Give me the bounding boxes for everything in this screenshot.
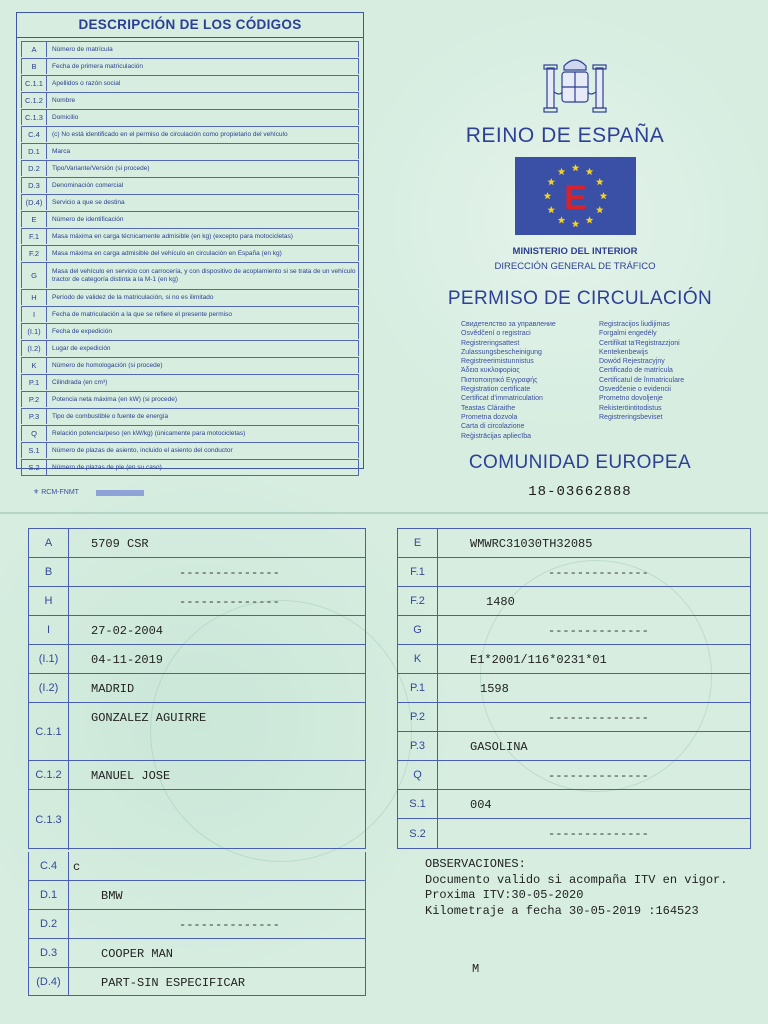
data-row: [29, 939, 365, 968]
codes-table-body: [21, 41, 359, 472]
field-code: D.2: [29, 910, 69, 938]
eu-star-icon: [596, 178, 604, 185]
field-code: P.1: [398, 674, 438, 702]
vehicle-data-right: [397, 528, 751, 849]
code-key: F.1: [22, 229, 47, 244]
serial-number: 18-03662888: [528, 484, 632, 500]
field-code: K: [398, 645, 438, 673]
observations-label: OBSERVACIONES:: [425, 857, 526, 871]
data-row: [398, 819, 750, 848]
code-key: F.2: [22, 246, 47, 261]
code-description: Denominación comercial: [52, 181, 124, 189]
field-code: P.3: [398, 732, 438, 760]
field-value: 1598: [480, 682, 509, 696]
vehicle-data-left-lower: [28, 852, 366, 996]
code-key: D.1: [22, 144, 47, 159]
code-key: (D.4): [22, 195, 47, 210]
observations-line: Proxima ITV:30-05-2020: [425, 888, 584, 902]
code-description: Cilindrada (en cm³): [52, 378, 108, 386]
codes-table: [16, 12, 364, 472]
data-row: [29, 616, 365, 645]
language-label: Zulassungsbescheinigung: [461, 348, 542, 356]
field-code: D.3: [29, 939, 69, 967]
data-row: [398, 645, 750, 674]
code-key: D.3: [22, 178, 47, 193]
field-value: GASOLINA: [470, 740, 528, 754]
code-description: Masa del vehículo en servicio con carrocería, y con dispositivo de acoplamiento si se trata de un vehículo tractor de categoría distinta a la M-1 (en kg): [52, 267, 356, 283]
eu-star-icon: [600, 192, 608, 199]
code-description: Lugar de expedición: [52, 344, 111, 352]
field-code: A: [29, 529, 69, 557]
code-description: Fecha de primera matriculación: [52, 62, 144, 70]
language-label: Carta di circolazione: [461, 423, 525, 431]
code-description: Número de matrícula: [52, 45, 113, 53]
code-description: Fecha de matriculación a la que se refiere el presente permiso: [52, 310, 232, 318]
field-value: --------------: [548, 711, 649, 725]
codes-table-row: [21, 75, 359, 91]
observations-line: Kilometraje a fecha 30-05-2019 :164523: [425, 903, 699, 918]
field-value: --------------: [548, 769, 649, 783]
data-row: [29, 881, 365, 910]
code-key: E: [22, 212, 47, 227]
language-list-right: [599, 320, 684, 422]
language-label: Πιστοποιητικό Εγγραφής: [461, 376, 538, 384]
code-key: P.2: [22, 392, 47, 407]
field-value: WMWRC31030TH32085: [470, 537, 593, 551]
language-label: Prometna dozvola: [461, 413, 518, 421]
code-key: B: [22, 59, 47, 74]
eu-flag: [515, 157, 636, 235]
field-value: c: [73, 860, 81, 874]
field-value: BMW: [101, 889, 123, 903]
code-description: Número de plazas de asiento, incluido el asiento del conductor: [52, 446, 233, 454]
language-label: Свидетелство за управление: [461, 321, 556, 328]
data-row: [398, 674, 750, 703]
data-row: [29, 529, 365, 558]
code-description: Tipo/Variante/Versión (si procede): [52, 164, 150, 172]
code-description: (c) No está identificado en el permiso de circulación como propietario del vehículo: [52, 130, 288, 138]
data-row: [29, 558, 365, 587]
data-row: [29, 910, 365, 939]
eu-star-icon: [572, 164, 580, 171]
code-description: Número de identificación: [52, 215, 124, 223]
data-row: [398, 587, 750, 616]
codes-table-row: [21, 323, 359, 339]
field-value: --------------: [179, 595, 280, 609]
language-label: Reģistrācijas apliecība: [461, 432, 532, 440]
codes-table-row: [21, 160, 359, 176]
eu-star-icon: [558, 216, 566, 223]
code-description: Servicio a que se destina: [52, 198, 125, 206]
eu-star-icon: [558, 168, 566, 175]
language-label: Osvědčení o registraci: [461, 330, 531, 338]
language-label: Registreringsbeviset: [599, 413, 663, 421]
code-key: C.1.3: [22, 110, 47, 125]
eu-star-icon: [586, 216, 594, 223]
field-value: MANUEL JOSE: [91, 769, 171, 783]
codes-table-title: DESCRIPCIÓN DE LOS CÓDIGOS: [17, 13, 363, 38]
codes-table-row: [21, 262, 359, 288]
language-label: Registration certificate: [461, 386, 531, 394]
codes-table-row: [21, 228, 359, 244]
code-key: C.4: [22, 127, 47, 142]
field-code: F.1: [398, 558, 438, 586]
rcm-label: ⚜ RCM-FNMT: [33, 489, 79, 496]
field-value: --------------: [179, 566, 280, 580]
community-title: COMUNIDAD EUROPEA: [468, 452, 692, 473]
code-description: Apellidos o razón social: [52, 79, 121, 87]
language-label: Άδεια κυκλοφορίας: [461, 367, 520, 375]
code-key: Q: [22, 426, 47, 441]
code-key: G: [22, 263, 47, 288]
code-description: Masa máxima en carga admisible del vehículo en circulación en España (en kg): [52, 249, 282, 257]
dgt-label: DIRECCIÓN GENERAL DE TRÁFICO: [494, 261, 656, 272]
language-label: Dowód Rejestracyjny: [599, 358, 665, 366]
field-value: 004: [470, 798, 492, 812]
field-code: D.1: [29, 881, 69, 909]
field-value: E1*2001/116*0231*01: [470, 653, 607, 667]
code-description: Nombre: [52, 96, 76, 104]
language-list-left: [461, 320, 556, 441]
code-key: C.1.1: [22, 76, 47, 91]
codes-table-row: [21, 58, 359, 74]
language-label: Forgalmi engedély: [599, 330, 657, 338]
codes-table-row: [21, 245, 359, 261]
data-row: [398, 558, 750, 587]
eu-star-icon: [547, 206, 555, 213]
field-code: I: [29, 616, 69, 644]
code-key: H: [22, 290, 47, 305]
data-row: [398, 703, 750, 732]
language-label: Certifikat ta'Registrazzjoni: [599, 339, 680, 347]
field-code: S.1: [398, 790, 438, 818]
codes-table-row: [21, 211, 359, 227]
code-description: Período de validez de la matriculación, si no es ilimitado: [52, 293, 214, 301]
data-row: [29, 790, 365, 850]
codes-table-row: [21, 374, 359, 390]
data-row: [398, 529, 750, 558]
data-row: [398, 732, 750, 761]
coat-of-arms-icon: [540, 52, 610, 120]
data-row: [29, 703, 365, 761]
codes-table-row: [21, 408, 359, 424]
field-code: (I.2): [29, 674, 69, 702]
language-label: Rekisteröintitodistus: [599, 404, 662, 412]
data-row: [29, 852, 365, 881]
language-label: Prometno dovoljenje: [599, 395, 663, 403]
field-code: (I.1): [29, 645, 69, 673]
code-description: Número de homologación (si procede): [52, 361, 163, 369]
field-value: 1480: [486, 595, 515, 609]
code-description: Fecha de expedición: [52, 327, 112, 335]
mark-letter: M: [472, 962, 480, 976]
codes-table-row: [21, 92, 359, 108]
field-value: 27-02-2004: [91, 624, 164, 638]
codes-table-row: [21, 340, 359, 356]
field-code: Q: [398, 761, 438, 789]
field-code: B: [29, 558, 69, 586]
field-code: G: [398, 616, 438, 644]
eu-star-icon: [596, 206, 604, 213]
codes-table-row: [21, 442, 359, 458]
eu-star-icon: [544, 192, 552, 199]
vehicle-data-left: [28, 528, 366, 849]
code-key: P.1: [22, 375, 47, 390]
field-code: H: [29, 587, 69, 615]
field-value: --------------: [548, 624, 649, 638]
code-key: D.2: [22, 161, 47, 176]
code-description: Domicilio: [52, 113, 79, 121]
observations: [425, 857, 727, 919]
data-row: [29, 761, 365, 790]
codes-table-row: [21, 391, 359, 407]
code-key: (I.2): [22, 341, 47, 356]
code-key: (I.1): [22, 324, 47, 339]
codes-table-row: [21, 357, 359, 373]
rcm-text: RCM-FNMT: [41, 489, 79, 496]
field-value: --------------: [548, 827, 649, 841]
language-label: Certificat d'immatriculation: [461, 395, 543, 403]
flag-letter: E: [564, 179, 587, 217]
code-key: A: [22, 42, 47, 57]
language-label: Registreerimistunnistus: [461, 358, 534, 366]
observations-line: Documento valido si acompaña ITV en vigor.: [425, 872, 728, 887]
codes-table-row: [21, 126, 359, 142]
codes-table-row: [21, 143, 359, 159]
field-code: C.1.3: [29, 790, 69, 850]
eu-star-icon: [572, 220, 580, 227]
rcm-barcode: [96, 490, 144, 496]
codes-table-row: [21, 306, 359, 322]
codes-table-row: [21, 41, 359, 57]
data-row: [398, 761, 750, 790]
ministry-label: MINISTERIO DEL INTERIOR: [512, 246, 638, 257]
eu-stars-icon: [515, 157, 636, 235]
field-value: 5709 CSR: [91, 537, 149, 551]
code-description: Marca: [52, 147, 71, 155]
code-description: Número de plazas de pie (en su caso): [52, 463, 162, 471]
field-value: COOPER MAN: [101, 947, 174, 961]
field-code: E: [398, 529, 438, 557]
code-key: P.3: [22, 409, 47, 424]
language-label: Certificado de matrícula: [599, 367, 673, 375]
code-description: Tipo de combustible o fuente de energía: [52, 412, 169, 420]
code-key: C.1.2: [22, 93, 47, 108]
language-label: Osvedčenie o evidencii: [599, 386, 671, 394]
code-description: Potencia neta máxima (en kW) (si procede): [52, 395, 177, 403]
code-key: S.2: [22, 460, 47, 475]
data-row: [29, 674, 365, 703]
codes-table-row: [21, 459, 359, 476]
field-code: C.1.1: [29, 703, 69, 760]
data-row: [398, 790, 750, 819]
language-label: Certificatul de înmatriculare: [599, 376, 685, 384]
field-value: PART-SIN ESPECIFICAR: [101, 976, 246, 990]
field-code: P.2: [398, 703, 438, 731]
codes-table-row: [21, 289, 359, 305]
field-value: --------------: [179, 918, 280, 932]
code-key: K: [22, 358, 47, 373]
language-label: Registracijos liudijimas: [599, 321, 670, 328]
code-key: I: [22, 307, 47, 322]
field-value: --------------: [548, 566, 649, 580]
data-row: [29, 968, 365, 996]
permit-title: PERMISO DE CIRCULACIÓN: [447, 288, 713, 309]
field-code: C.4: [29, 852, 69, 880]
data-row: [29, 645, 365, 674]
field-value: GONZALEZ AGUIRRE: [91, 711, 207, 725]
field-value: 04-11-2019: [91, 653, 164, 667]
data-row: [29, 587, 365, 616]
language-label: Teastas Cláraithe: [461, 404, 516, 412]
code-description: Relación potencia/peso (en kW/kg) (únicamente para motocicletas): [52, 429, 246, 437]
codes-table-row: [21, 109, 359, 125]
field-code: S.2: [398, 819, 438, 848]
codes-table-row: [21, 194, 359, 210]
code-key: S.1: [22, 443, 47, 458]
language-label: Registreringsattest: [461, 339, 520, 347]
data-row: [398, 616, 750, 645]
eu-star-icon: [586, 168, 594, 175]
kingdom-title: REINO DE ESPAÑA: [465, 124, 665, 147]
field-value: MADRID: [91, 682, 135, 696]
code-description: Masa máxima en carga técnicamente admisible (en kg) (excepto para motocicletas): [52, 232, 293, 240]
field-code: F.2: [398, 587, 438, 615]
eu-star-icon: [547, 178, 555, 185]
fold-line: [0, 512, 768, 514]
codes-table-row: [21, 177, 359, 193]
field-code: (D.4): [29, 968, 69, 996]
language-label: Kentekenbewijs: [599, 348, 649, 356]
field-code: C.1.2: [29, 761, 69, 789]
codes-table-row: [21, 425, 359, 441]
